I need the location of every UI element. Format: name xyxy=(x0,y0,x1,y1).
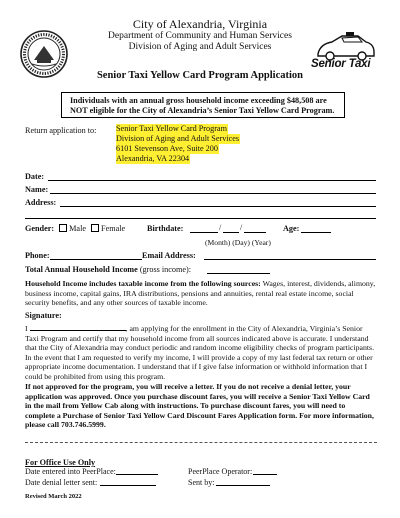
eligibility-notice: Individuals with an annual gross household income exceeding $48,508 are NOT eligible for the City of Alexandria’s Senior Taxi Yellow Card Program. xyxy=(61,92,345,118)
date-label: Date: xyxy=(25,172,45,181)
department-name: Department of Community and Human Services xyxy=(108,31,292,42)
return-address-line: 6101 Stevenson Ave, Suite 200 xyxy=(116,144,218,153)
income-sources-heading: Household Income includes taxable income from the following sources: xyxy=(25,279,261,288)
office-entered-field[interactable] xyxy=(116,474,158,475)
address-field[interactable] xyxy=(60,206,376,207)
date-field[interactable] xyxy=(48,180,376,181)
birthdate-label: Birthdate: xyxy=(147,224,184,233)
name-field[interactable] xyxy=(50,193,376,194)
gender-row xyxy=(25,224,125,233)
signature-heading: Signature: xyxy=(25,311,62,320)
income-field[interactable] xyxy=(207,273,270,274)
office-denial-field[interactable] xyxy=(100,485,156,486)
division-name: Division of Aging and Adult Services xyxy=(128,42,272,53)
birth-year-field[interactable] xyxy=(244,232,266,233)
office-operator-label: PeerPlace Operator: xyxy=(188,467,253,476)
age-field[interactable] xyxy=(301,232,331,233)
signature-paragraph xyxy=(25,324,377,381)
org-name: City of Alexandria, Virginia xyxy=(132,17,268,31)
female-label: Female xyxy=(101,224,126,233)
female-checkbox[interactable] xyxy=(91,224,99,232)
office-denial-label: Date denial letter sent: xyxy=(25,478,98,487)
income-sources-text: Wages, interest, dividends, alimony, business income, capital gains, IRA distributions, pensions and annuities, rental real estate income, social security benefits, and any other sources of taxable income. xyxy=(25,279,376,307)
return-address-line: Division of Aging and Adult Services xyxy=(116,134,240,143)
signature-text-start: I xyxy=(25,324,28,333)
age-label: Age: xyxy=(283,224,300,233)
divider xyxy=(25,442,377,443)
revision-date: Revised March 2022 xyxy=(25,493,82,500)
income-sources-paragraph xyxy=(25,279,377,308)
phone-field[interactable] xyxy=(50,259,142,260)
slash-separator: / xyxy=(219,223,222,232)
return-label: Return application to: xyxy=(25,126,97,135)
email-label: Email Address: xyxy=(142,251,196,260)
email-field[interactable] xyxy=(204,259,376,260)
address-label: Address: xyxy=(25,198,57,207)
male-label: Male xyxy=(69,224,86,233)
office-use-heading: For Office Use Only xyxy=(25,458,96,467)
office-operator-field[interactable] xyxy=(253,474,277,475)
letterhead xyxy=(80,18,320,53)
page-title: Senior Taxi Yellow Card Program Application xyxy=(96,70,304,81)
signature-name-field[interactable] xyxy=(30,324,126,331)
taxi-logo-text: Senior Taxi xyxy=(311,58,371,70)
name-label: Name: xyxy=(25,185,49,194)
birth-month-field[interactable] xyxy=(190,232,218,233)
income-hint: (gross income): xyxy=(139,265,191,274)
male-checkbox[interactable] xyxy=(59,224,67,232)
return-address xyxy=(116,124,240,164)
birth-day-field[interactable] xyxy=(223,232,239,233)
office-sent-by-field[interactable] xyxy=(216,485,270,486)
return-address-line: Alexandria, VA 22304 xyxy=(116,154,190,163)
income-label: Total Annual Household Income xyxy=(25,265,138,274)
gender-label: Gender: xyxy=(25,224,55,233)
return-address-line: Senior Taxi Yellow Card Program xyxy=(116,124,227,133)
approval-note: If not approved for the program, you will receive a letter. If you do not receive a denial letter, your application was approved. Once you purchase discount fares, you will receive a Senior Taxi Yellow Card in the mail from Yellow Cab along with instructions. To purchase discount fares, you will need to complete a Purchase of Senior Taxi Yellow Card Discount Fares Application form. For more information, please call 703.746.5999. xyxy=(25,382,374,429)
birthdate-hint: (Month) (Day) (Year) xyxy=(205,238,271,247)
office-sent-by-label: Sent by: xyxy=(188,478,215,487)
income-row xyxy=(25,265,191,274)
address-field-line-2[interactable] xyxy=(25,218,376,219)
office-entered-label: Date entered into PeerPlace: xyxy=(25,467,116,476)
signature-text: , am applying for the enrollment in the City of Alexandria, Virginia’s Senior Taxi Program and certify that my household income from all sources indicated above is accurate. I understand that the City of Alexandria may conduct periodic and random income eligibility checks of program participants. In the event that I am requested to verify my income, I will provide a copy of my last federal tax return or other appropriate income documentation. I understand that if I give false information or withhold information that I could be prohibited from using this program. xyxy=(25,324,375,381)
slash-separator: / xyxy=(240,223,243,232)
phone-label: Phone: xyxy=(25,251,50,260)
